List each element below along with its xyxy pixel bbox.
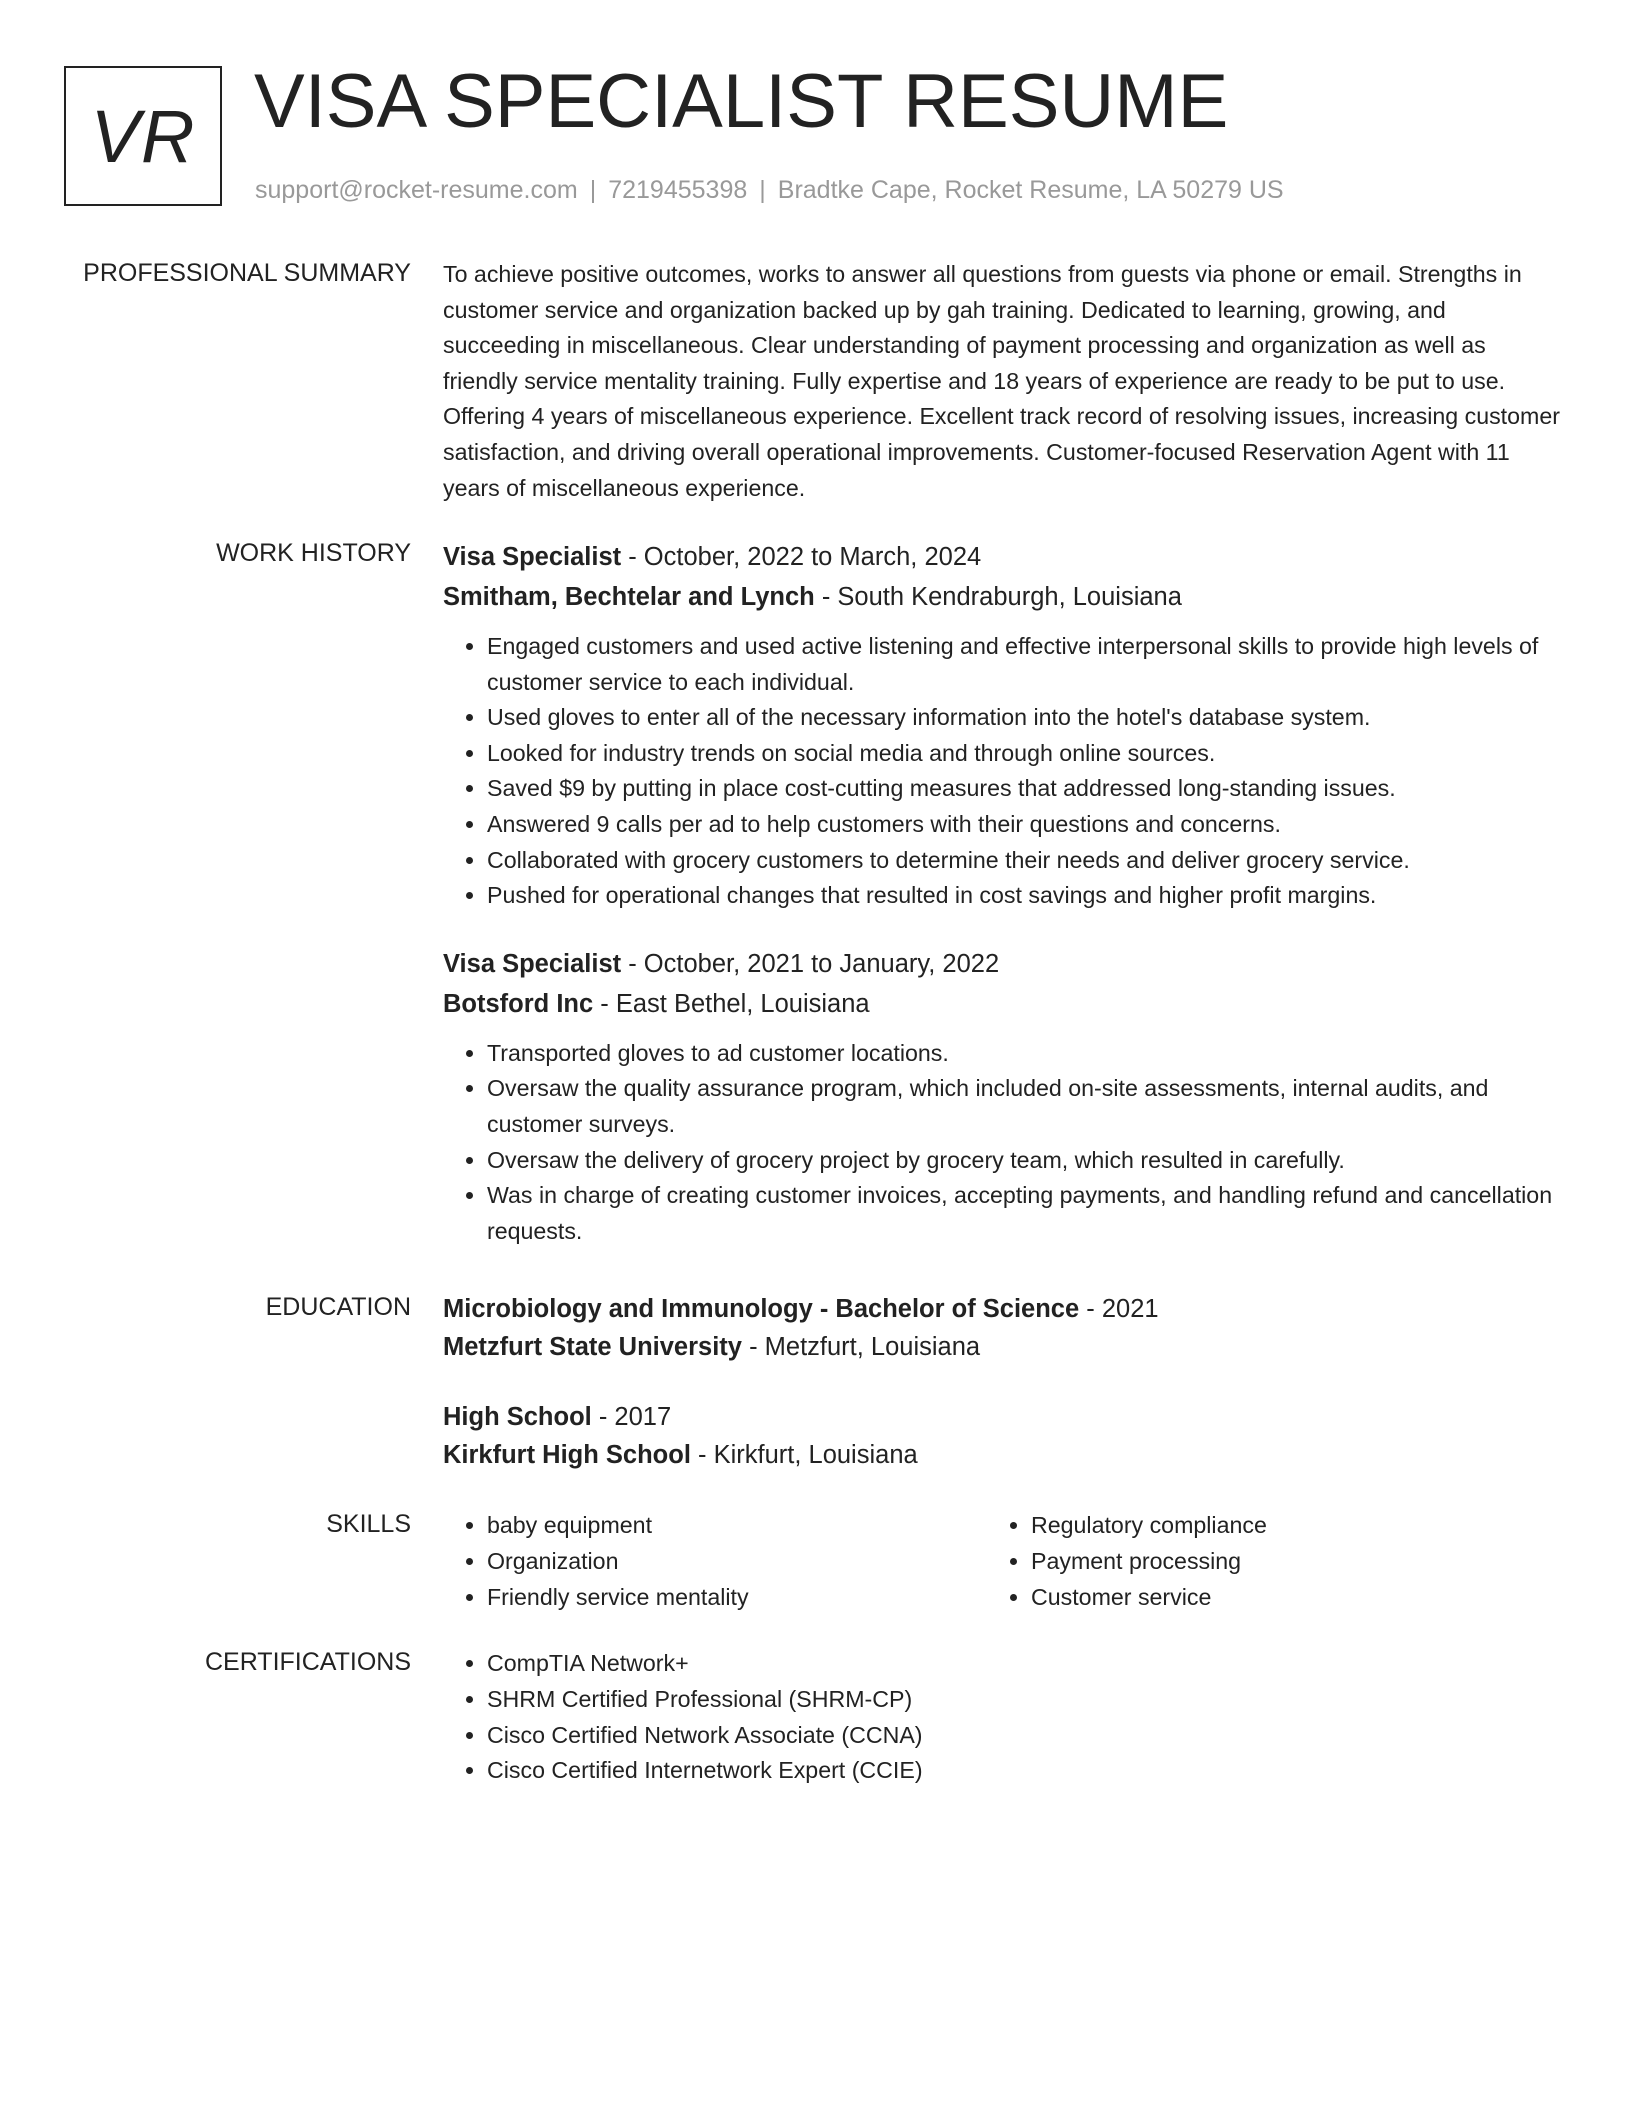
skills-body <box>443 1508 1563 1618</box>
education-body <box>443 1291 1563 1474</box>
contact-phone: 7219455398 <box>608 176 748 204</box>
skill-item: • Friendly service mentality <box>487 1580 749 1616</box>
certification-item: • Cisco Certified Network Associate (CCNA) <box>487 1718 1563 1754</box>
job-dates: - October, 2021 to January, 2022 <box>621 949 1000 978</box>
section-label-skills: SKILLS <box>326 1510 411 1538</box>
certification-item: • CompTIA Network+ <box>487 1646 1563 1682</box>
education-degree-line <box>443 1291 1563 1329</box>
skills-column-right <box>987 1508 1267 1615</box>
job-bullet: • Oversaw the quality assurance program, which included on-site assessments, internal audits, and customer surveys. <box>487 1071 1563 1142</box>
certification-item: • Cisco Certified Internetwork Expert (CCIE) <box>487 1753 1563 1789</box>
education-school: Kirkfurt High School <box>443 1440 691 1469</box>
skill-item: • Payment processing <box>1031 1544 1267 1580</box>
contact-separator: | <box>589 176 597 204</box>
education-school-line <box>443 1437 1563 1475</box>
summary-text: To achieve positive outcomes, works to answer all questions from guests via phone or email. Strengths in customer service and organization backed up by gah training. Dedicated to learning, growing, and succeeding in miscellaneous. Clear understanding of payment processing and organization as well as friendly service mentality training. Fully expertise and 18 years of experience are ready to be put to use. Offering 4 years of miscellaneous experience. Excellent track record of resolving issues, increasing customer satisfaction, and driving overall operational improvements. Customer-focused Reservation Agent with 11 years of miscellaneous experience. <box>443 261 1560 501</box>
job-bullet: • Pushed for operational changes that resulted in cost savings and higher profit margins. <box>487 878 1563 914</box>
job-bullet: • Transported gloves to ad customer locations. <box>487 1036 1563 1072</box>
skill-item: • Customer service <box>1031 1580 1267 1616</box>
education-location: - Kirkfurt, Louisiana <box>690 1440 918 1469</box>
skills-grid <box>443 1508 1563 1618</box>
skill-item: • Organization <box>487 1544 749 1580</box>
job-dates: - October, 2022 to March, 2024 <box>621 543 982 571</box>
education-year: - 2021 <box>1079 1295 1159 1323</box>
job-bullet: • Used gloves to enter all of the necessary information into the hotel's database system. <box>487 700 1563 736</box>
education-location: - Metzfurt, Louisiana <box>741 1332 981 1361</box>
job-title: Visa Specialist <box>443 949 622 978</box>
contact-email: support@rocket-resume.com <box>255 176 578 204</box>
monogram-initials: VR <box>90 94 196 178</box>
skills-column-left <box>443 1508 749 1615</box>
education-entry <box>443 1291 1563 1366</box>
certification-item: • SHRM Certified Professional (SHRM-CP) <box>487 1682 1563 1718</box>
section-label-work: WORK HISTORY <box>216 539 411 567</box>
job-location: - East Bethel, Louisiana <box>593 989 870 1018</box>
contact-address: Bradtke Cape, Rocket Resume, LA 50279 US <box>777 176 1284 204</box>
job-company-line <box>443 984 1563 1024</box>
job-entry <box>443 944 1563 1250</box>
certifications-list <box>443 1646 1563 1789</box>
job-bullet: • Was in charge of creating customer invoices, accepting payments, and handling refund and cancellation requests. <box>487 1178 1563 1249</box>
education-school-line <box>443 1329 1563 1367</box>
job-title-line <box>443 944 1563 984</box>
job-entry <box>443 537 1563 914</box>
job-title-line <box>443 537 1563 577</box>
job-title: Visa Specialist <box>443 543 622 571</box>
job-bullet: • Saved $9 by putting in place cost-cutting measures that addressed long-standing issues. <box>487 771 1563 807</box>
education-year: - 2017 <box>591 1403 672 1431</box>
section-label-summary: PROFESSIONAL SUMMARY <box>83 259 411 287</box>
monogram-box <box>64 66 222 206</box>
education-degree-line <box>443 1399 1563 1437</box>
resume-title: VISA SPECIALIST RESUME <box>254 59 1229 144</box>
contact-separator: | <box>759 176 766 204</box>
job-bullet: • Collaborated with grocery customers to determine their needs and deliver grocery service. <box>487 843 1563 879</box>
education-degree: Microbiology and Immunology - Bachelor of Science <box>443 1295 1080 1323</box>
job-company-line <box>443 577 1563 617</box>
job-bullets <box>443 629 1563 914</box>
education-entry <box>443 1399 1563 1474</box>
job-bullet: • Looked for industry trends on social media and through online sources. <box>487 736 1563 772</box>
job-bullet: • Engaged customers and used active listening and effective interpersonal skills to provide high levels of customer service to each individual. <box>487 629 1563 700</box>
section-label-education: EDUCATION <box>265 1293 411 1321</box>
job-company: Smitham, Bechtelar and Lynch <box>443 583 815 611</box>
job-location: - South Kendraburgh, Louisiana <box>814 583 1182 611</box>
certifications-body <box>443 1646 1563 1789</box>
work-body <box>443 537 1563 1249</box>
contact-line <box>255 174 1284 206</box>
job-bullet: • Oversaw the delivery of grocery project by grocery team, which resulted in carefully. <box>487 1143 1563 1179</box>
summary-body <box>443 257 1563 506</box>
job-bullets <box>443 1036 1563 1250</box>
job-bullet: • Answered 9 calls per ad to help customers with their questions and concerns. <box>487 807 1563 843</box>
job-company: Botsford Inc <box>443 989 594 1018</box>
section-label-certifications: CERTIFICATIONS <box>204 1648 411 1676</box>
education-school: Metzfurt State University <box>443 1332 742 1361</box>
education-degree: High School <box>443 1403 592 1431</box>
skill-item: • baby equipment <box>487 1508 749 1544</box>
skill-item: • Regulatory compliance <box>1031 1508 1267 1544</box>
